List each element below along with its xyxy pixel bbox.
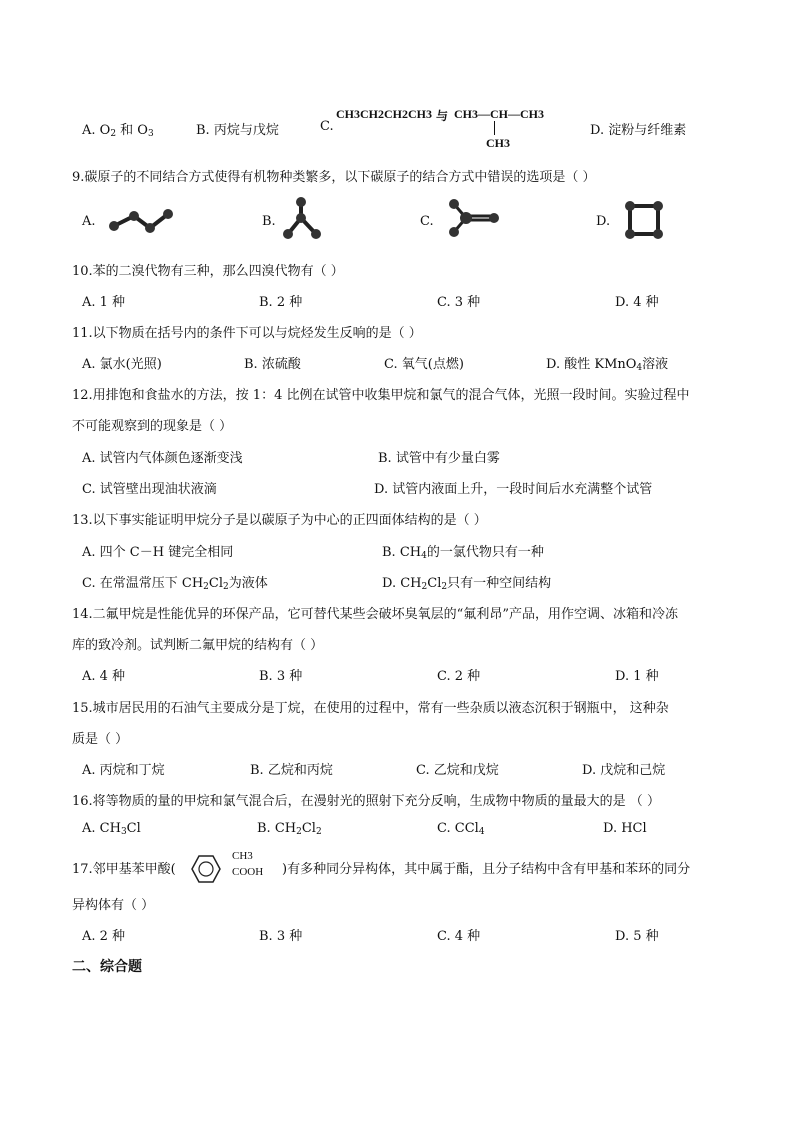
q8-option-c-branch-bond	[494, 121, 495, 135]
q15-option-a: A. 丙烷和丁烷	[82, 763, 165, 778]
q11-stem: 11.以下物质在括号内的条件下可以与烷烃发生反响的是（ ）	[72, 326, 422, 341]
q14-stem-line2: 库的致冷剂。试判断二氟甲烷的结构有（ ）	[72, 638, 324, 653]
q12-stem-line2: 不可能观察到的现象是（ ）	[72, 419, 233, 434]
q17-stem-after: )有多种同分异构体，其中属于酯，且分子结构中含有甲基和苯环的同分	[282, 862, 691, 877]
q12-stem-line1: 12.用排饱和食盐水的方法，按 1：4 比例在试管中收集甲烷和氯气的混合气体，光照一段时间。实验过程中	[72, 388, 690, 403]
q16-option-b: B. $CH_2Cl_2$	[257, 821, 322, 837]
q17-benzene-ring-icon	[187, 852, 227, 886]
q16-option-c: C. CCl$_4$	[437, 821, 485, 837]
q13-stem: 13.以下事实能证明甲烷分子是以碳原子为中心的正四面体结构的是（ ）	[72, 513, 487, 528]
q12-option-c: C. 试管壁出现油状液滴	[82, 482, 217, 497]
q17-struct-cooh: COOH	[232, 866, 264, 878]
q14-option-b: B. 3 种	[259, 669, 303, 684]
q17-option-b: B. 3 种	[259, 929, 303, 944]
q9-option-a: A.	[82, 214, 96, 229]
q12-option-a: A. 试管内气体颜色逐渐变浅	[82, 451, 243, 466]
q10-option-d: D. 4 种	[615, 295, 659, 310]
q8-option-c-join: 与	[436, 109, 449, 123]
q13-option-a: A. 四个 C－H 键完全相同	[82, 545, 234, 560]
q8-option-c-right-formula: CH3—CH—CH3	[454, 107, 544, 121]
q11-option-b: B. 浓硫酸	[244, 357, 301, 372]
q15-option-c: C. 乙烷和戊烷	[416, 763, 499, 778]
q15-option-b: B. 乙烷和丙烷	[250, 763, 333, 778]
q13-option-d: D. $CH_2Cl_2$只有一种空间结构	[382, 576, 552, 592]
q17-struct-ch3: CH3	[232, 850, 253, 862]
q13-option-b: B. $CH_4$的一氯代物只有一种	[382, 545, 544, 561]
q8-option-c-branch: CH3	[486, 136, 510, 150]
section-title: 二、综合题	[72, 959, 142, 975]
q11-option-d: D. 酸性 KMnO$_4$溶液	[546, 357, 669, 373]
q12-option-b: B. 试管中有少量白雾	[378, 451, 500, 466]
q17-option-c: C. 4 种	[437, 929, 481, 944]
q9-structure-b-icon	[276, 196, 336, 246]
q8-option-d: D. 淀粉与纤维素	[590, 123, 687, 138]
q17-option-d: D. 5 种	[615, 929, 659, 944]
q10-option-a: A. 1 种	[82, 295, 126, 310]
q14-stem-line1: 14.二氟甲烷是性能优异的环保产品，它可替代某些会破坏臭氧层的“氟利昂”产品，用作空调、冰箱和冷冻	[72, 607, 678, 622]
q16-option-a: A. $CH_3Cl$	[82, 821, 141, 837]
q17-stem-line2: 异构体有（ ）	[72, 898, 155, 913]
q17-option-a: A. 2 种	[82, 929, 126, 944]
q10-option-c: C. 3 种	[437, 295, 481, 310]
q8-option-b: B. 丙烷与戊烷	[196, 123, 279, 138]
q13-option-c: C. 在常温常压下 $CH_2Cl_2$为液体	[82, 576, 268, 592]
q15-stem-line1: 15.城市居民用的石油气主要成分是丁烷，在使用的过程中，常有一些杂质以液态沉积于钢瓶中， 这种杂	[72, 701, 669, 716]
q14-option-c: C. 2 种	[437, 669, 481, 684]
q9-structure-c-icon	[440, 196, 510, 246]
q9-stem: 9.碳原子的不同结合方式使得有机物种类繁多，以下碳原子的结合方式中错误的选项是（ ）	[72, 170, 596, 185]
q14-option-a: A. 4 种	[82, 669, 126, 684]
q15-stem-line2: 质是（ ）	[72, 732, 129, 747]
q11-option-a: A. 氯水(光照)	[82, 357, 162, 372]
q9-option-d: D.	[596, 214, 611, 229]
q15-option-d: D. 戊烷和己烷	[582, 763, 666, 778]
q11-option-c: C. 氧气(点燃)	[384, 357, 464, 372]
q12-option-d: D. 试管内液面上升，一段时间后水充满整个试管	[374, 482, 653, 497]
q8-option-a: A. $O_2$ 和 $O_3$	[82, 123, 154, 139]
q8-option-c-left-formula: CH3CH2CH2CH3	[336, 107, 432, 121]
q10-stem: 10.苯的二溴代物有三种，那么四溴代物有（ ）	[72, 264, 344, 279]
q8-option-c-label: C.	[320, 119, 334, 134]
q9-structure-a-icon	[100, 200, 190, 240]
q10-option-b: B. 2 种	[259, 295, 303, 310]
q16-stem: 16.将等物质的量的甲烷和氯气混合后，在漫射光的照射下充分反响，生成物中物质的量最大的是 （ ）	[72, 794, 660, 809]
q14-option-d: D. 1 种	[615, 669, 659, 684]
q9-option-b: B.	[262, 214, 276, 229]
q9-structure-d-icon	[620, 198, 670, 246]
q9-option-c: C.	[420, 214, 434, 229]
q17-stem-before: 17.邻甲基苯甲酸(	[72, 862, 176, 877]
q16-option-d: D. HCl	[603, 821, 647, 836]
